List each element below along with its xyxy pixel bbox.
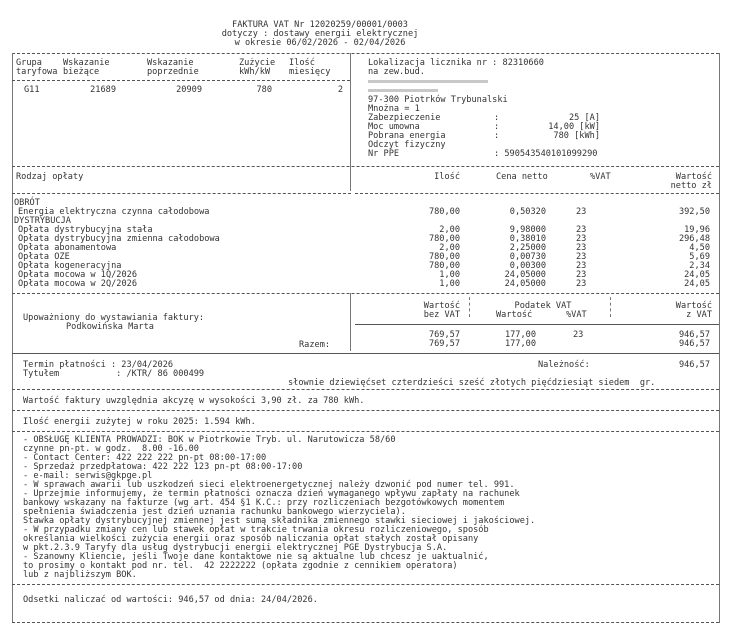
total-label: Razem: — [299, 340, 331, 350]
interest-note: Odsetki naliczać od wartości: 946,57 od dnia: 24/04/2026. — [23, 595, 318, 605]
charge-name: Opłata mocowa w 1Q/2026 — [18, 270, 137, 280]
charge-price: 24,05000 — [504, 279, 546, 289]
charge-price: 0,00730 — [509, 252, 546, 262]
info-line: - Szanowny Kliencie, jeśli Twoje dane kontaktowe nie są aktualne lub chcesz je uaktualnić, — [23, 552, 489, 562]
spec-value-fuse: 25 [A] — [568, 113, 600, 123]
header-usage: Zużycie — [239, 58, 276, 68]
spec-label-fuse: Zabezpieczenie — [368, 113, 441, 123]
location-sub: na zew.bud. — [368, 67, 425, 77]
interest-top-divider — [12, 584, 719, 585]
info-line: określania wielkości zużycia energii oraz sposób naliczania opłat stałych został opisany — [23, 534, 479, 544]
invoice-period: w okresie 06/02/2026 - 02/04/2026 — [234, 38, 406, 48]
due-amount-label: Należność: — [538, 360, 590, 370]
redacted-address-2 — [368, 89, 438, 92]
charge-qty: 1,00 — [439, 279, 460, 289]
charges-top-divider — [12, 166, 719, 167]
months-cell: 2 — [337, 85, 343, 95]
charge-name: Opłata dystrybucyjna stała — [18, 225, 153, 235]
notes-top-divider — [12, 389, 719, 390]
charge-qty: 780,00 — [428, 261, 460, 271]
spec-sep-fuse: : — [494, 113, 500, 123]
header-previous-2: poprzednie — [147, 67, 199, 77]
reading-type: Odczyt fizyczny — [368, 140, 446, 150]
info-line: Stawka opłaty dystrybucyjnej zmiennej jest sumą składnika zmiennego stawki sieciowej i jakościowej. — [23, 516, 536, 526]
info-line: spełnienia świadczenia jest dzień uznania rachunku bankowego wierzyciela). — [23, 507, 406, 517]
charge-vat: 23 — [576, 234, 587, 244]
section-dystrybucja: DYSTRYBUCJA — [14, 216, 71, 226]
charge-price: 2,25000 — [509, 243, 546, 253]
charge-value: 296,48 — [678, 234, 710, 244]
ppe-label: Nr PPE — [368, 149, 400, 159]
charge-vat: 23 — [576, 207, 587, 217]
redacted-address — [368, 80, 488, 83]
previous-reading-cell: 20909 — [176, 85, 202, 95]
charge-name: Opłata OZE — [18, 252, 70, 262]
summary-header-gross-2: z VAT — [686, 310, 712, 320]
header-current: Wskazanie — [63, 58, 110, 68]
charge-vat: 23 — [576, 225, 587, 235]
header-current-2: bieżące — [63, 67, 100, 77]
payment-top-divider — [12, 353, 719, 354]
ppe-value: : 590543540101099290 — [494, 149, 598, 159]
left-border — [12, 53, 13, 623]
payment-due-date: Termin płatności : 23/04/2026 — [23, 360, 174, 370]
summary-header-tax: Podatek VAT — [514, 301, 572, 311]
info-line: bankowy wskazany na fakturze (wg art. 454 §1 K.C.: przy rozliczeniach bezgotówkowych momentem — [23, 498, 505, 508]
header-grupa: Grupa — [16, 58, 42, 68]
charge-price: 0,00300 — [509, 261, 546, 271]
spec-label-power: Moc umowna — [368, 122, 420, 132]
authorized-label: Upoważniony do wystawiania faktury: — [23, 313, 205, 323]
charge-price: 0,50320 — [509, 207, 546, 217]
charges-header-type: Rodzaj opłaty — [16, 172, 84, 182]
charge-name: Opłata kogeneracyjna — [18, 261, 122, 271]
summary-net-2: 769,57 — [428, 339, 460, 349]
charge-qty: 780,00 — [428, 252, 460, 262]
summary-tax-1: 177,00 — [504, 330, 536, 340]
summary-divider-1 — [469, 297, 470, 317]
charge-vat: 23 — [576, 252, 587, 262]
charge-qty: 2,00 — [439, 225, 460, 235]
amount-in-words: słownie dziewięćset czterdzieści sześć złotych pięćdziesiąt siedem gr. — [288, 378, 656, 388]
meter-header-divider — [12, 80, 350, 81]
charge-value: 24,05 — [684, 270, 710, 280]
charge-value: 24,05 — [684, 279, 710, 289]
info-line: to prosimy o kontakt pod nr. tel. 42 2222222 (opłata zgodnie z cennikiem operatora) — [23, 561, 458, 571]
summary-header-tax-pct: %VAT — [566, 310, 587, 320]
summary-divider-2 — [610, 297, 611, 317]
charge-value: 2,34 — [689, 261, 710, 271]
charge-name: Opłata dystrybucyjna zmienna całodobowa — [18, 234, 220, 244]
payment-title: Tytułem : /KTR/ 86 000499 — [23, 369, 205, 379]
charges-header-price: Cena netto — [496, 172, 548, 182]
location-city: 97-300 Piotrków Trybunalski — [368, 95, 508, 105]
charge-price: 0,38010 — [509, 234, 546, 244]
column-divider-top — [350, 53, 351, 166]
location-label: Lokalizacja licznika nr : 82310660 — [368, 58, 544, 68]
charge-value: 5,69 — [689, 252, 710, 262]
charge-value: 392,50 — [678, 207, 710, 217]
authorized-name: Podkowińska Marta — [66, 322, 154, 332]
tariff-cell: G11 — [24, 85, 40, 95]
right-border — [719, 53, 720, 623]
info-line: w pkt.2.3.9 Taryfy dla usług dystrybucji energii elektrycznej PGE Dystrybucja S.A. — [23, 543, 448, 553]
info-line: lub z najbliższym BOK. — [23, 570, 137, 580]
charge-qty: 780,00 — [428, 234, 460, 244]
charge-vat: 23 — [576, 270, 587, 280]
summary-net-1: 769,57 — [428, 330, 460, 340]
charge-qty: 1,00 — [439, 270, 460, 280]
current-reading-cell: 21689 — [90, 85, 116, 95]
info-line: - Sprzedaż przedpłatowa: 422 222 123 pn-pt 08:00-17:00 — [23, 462, 303, 472]
charge-value: 19,96 — [684, 225, 710, 235]
info-line: - e-mail: serwis@gkpge.pl — [23, 471, 153, 481]
charge-vat: 23 — [576, 261, 587, 271]
info-line: - Contact Center: 422 222 222 pn-pt 08:00-17:00 — [23, 453, 267, 463]
charges-header-bottom-left — [12, 193, 351, 194]
charges-header-bottom-right — [355, 193, 719, 194]
usage-cell: 780 — [256, 85, 272, 95]
charge-price: 24,05000 — [504, 270, 546, 280]
info-line: czynne pn-pt. w godz. 8.00 -16.00 — [23, 444, 199, 454]
excise-note: Wartość faktury uwzględnia akcyzę w wysokości 3,90 zł. za 780 kWh. — [23, 396, 365, 406]
spec-value-energy: 780 [kWh] — [553, 131, 600, 141]
charges-header-divider — [350, 166, 351, 191]
spec-label-energy: Pobrana energia — [368, 131, 446, 141]
summary-header-gross: Wartość — [675, 301, 712, 311]
summary-top-divider — [12, 293, 719, 294]
charge-price: 9,98000 — [509, 225, 546, 235]
charge-vat: 23 — [576, 279, 587, 289]
charge-name: Opłata mocowa w 2Q/2026 — [18, 279, 137, 289]
invoice-title: FAKTURA VAT Nr 12020259/00001/0003 — [232, 20, 408, 30]
info-line: - Uprzejmie informujemy, że termin płatności oznacza dzień wymaganego wpływu zapłaty na rachunek — [23, 489, 520, 499]
summary-header-tax-value: Wartość — [496, 310, 533, 320]
charge-qty: 2,00 — [439, 243, 460, 253]
charges-header-value-2: netto zł — [670, 181, 712, 191]
header-tariff: taryfowa — [16, 67, 58, 77]
summary-header-net: Wartość — [423, 301, 460, 311]
summary-header-net-2: bez VAT — [423, 310, 460, 320]
charges-header-vat: %VAT — [590, 172, 611, 182]
charges-header-qty: Ilość — [434, 172, 460, 182]
spec-sep-energy: : — [494, 131, 500, 141]
due-amount: 946,57 — [678, 360, 710, 370]
header-previous: Wskazanie — [147, 58, 194, 68]
notes-divider-1 — [12, 410, 719, 411]
spec-sep-power: : — [494, 122, 500, 132]
summary-header-line — [355, 324, 719, 325]
summary-left-divider — [350, 293, 351, 351]
header-months-2: miesięcy — [289, 67, 331, 77]
section-obrot: OBRÓT — [14, 198, 40, 208]
info-line: - W sprawach awarii lub uszkodzeń sieci elektroenergetycznej należy dzwonić pod numer tel. 991. — [23, 480, 515, 490]
top-border — [12, 53, 719, 54]
charge-name: Opłata abonamentowa — [18, 243, 117, 253]
header-usage-2: kWh/kW — [239, 67, 271, 77]
notes-divider-2 — [12, 431, 719, 432]
charge-name: Energia elektryczna czynna całodobowa — [18, 207, 210, 217]
info-line: - OBSŁUGĘ KLIENTA PROWADZI: BOK w Piotrkowie Tryb. ul. Narutowicza 58/60 — [23, 435, 396, 445]
summary-gross-2: 946,57 — [678, 339, 710, 349]
charge-qty: 780,00 — [428, 207, 460, 217]
info-line: - W przypadku zmiany cen lub stawek opłat w trakcie trwania okresu rozliczeniowego, sposób — [23, 525, 489, 535]
bottom-border — [12, 622, 719, 623]
header-months: Ilość — [289, 58, 315, 68]
charges-header-value: Wartość — [675, 172, 712, 182]
multiplier: Mnożna = 1 — [368, 104, 420, 114]
invoice-subject: dotyczy : dostawy energii elektrycznej — [221, 29, 419, 39]
summary-pct-1: 23 — [573, 330, 584, 340]
yearly-usage-note: Ilość energii zużytej w roku 2025: 1.594 kWh. — [23, 417, 256, 427]
spec-value-power: 14,00 [kW] — [548, 122, 600, 132]
summary-gross-1: 946,57 — [678, 330, 710, 340]
summary-tax-2: 177,00 — [504, 339, 536, 349]
charge-vat: 23 — [576, 243, 587, 253]
charge-value: 4,50 — [689, 243, 710, 253]
